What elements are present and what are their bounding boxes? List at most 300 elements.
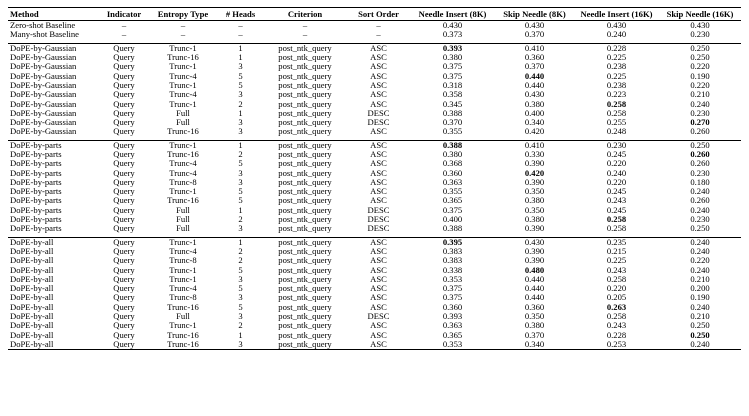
table-cell: post_ntk_query [278, 177, 332, 187]
table-cell: Trunc-8 [169, 256, 197, 266]
table-cell: DoPE-by-all [10, 256, 54, 266]
table-row [8, 150, 741, 159]
table-cell: 0.228 [606, 330, 627, 340]
table-cell: 2 [238, 321, 243, 331]
table-cell: 0.250 [690, 321, 710, 331]
table-cell: 0.180 [690, 177, 710, 187]
table-cell: Trunc-1 [169, 265, 197, 275]
table-row [8, 168, 741, 177]
table-cell: 0.230 [690, 168, 710, 178]
table-cell: post_ntk_query [278, 284, 332, 294]
table-cell: 0.480 [524, 265, 545, 275]
table-cell: ASC [370, 168, 387, 178]
table-cell: 0.393 [410, 43, 495, 53]
table-cell: Trunc-8 [169, 293, 197, 303]
table-cell: Trunc-4 [169, 284, 197, 294]
table-cell: ASC [370, 159, 387, 169]
table-cell: DoPE-by-all [10, 284, 54, 294]
table-cell: 0.380 [524, 321, 545, 331]
table-cell: 0.210 [690, 90, 710, 100]
table-cell: Query [113, 62, 135, 72]
table-cell: ASC [370, 90, 387, 100]
table-cell: DoPE-by-parts [10, 168, 62, 178]
table-cell: ASC [370, 256, 387, 266]
table-cell: post_ntk_query [278, 80, 332, 90]
table-cell: 0.440 [524, 80, 545, 90]
table-cell: 0.225 [606, 71, 627, 81]
table-cell: 0.230 [574, 140, 659, 150]
table-row [8, 215, 741, 224]
table-row [8, 159, 741, 168]
table-cell: – [302, 30, 308, 40]
table-cell: post_ntk_query [263, 237, 347, 247]
table-cell: 1 [238, 205, 243, 215]
table-cell: 0.250 [690, 330, 710, 340]
table-cell: 0.350 [524, 205, 545, 215]
table-cell: DESC [367, 205, 390, 215]
table-cell: – [121, 20, 127, 31]
table-cell: 0.430 [524, 20, 545, 31]
table-cell: ASC [370, 177, 387, 187]
table-cell: 3 [238, 117, 243, 128]
table-cell: 0.410 [495, 43, 574, 53]
table-row [8, 118, 741, 127]
table-cell: Query [113, 99, 135, 109]
table-cell: DoPE-by-Gaussian [10, 127, 77, 137]
table-cell: ASC [347, 140, 410, 150]
table-cell: post_ntk_query [263, 43, 347, 53]
table-cell: 0.390 [524, 246, 545, 256]
table-cell: post_ntk_query [278, 117, 332, 128]
table-cell: 1 [218, 43, 263, 53]
table-cell: DoPE-by-parts [10, 159, 62, 169]
table-cell: 0.270 [690, 117, 710, 128]
table-cell: Trunc-1 [148, 140, 218, 150]
table-cell: DoPE-by-parts [10, 187, 62, 197]
table-cell: DoPE-by-Gaussian [8, 43, 100, 53]
table-cell: 0.235 [574, 237, 659, 247]
table-row [8, 90, 741, 99]
table-cell: post_ntk_query [278, 108, 332, 118]
table-cell: DESC [367, 117, 390, 128]
table-cell: DoPE-by-Gaussian [10, 71, 77, 81]
table-cell: DoPE-by-Gaussian [10, 99, 77, 109]
table-cell: DoPE-by-Gaussian [10, 117, 77, 128]
table-cell: 0.380 [524, 196, 545, 206]
table-cell: 0.340 [495, 340, 574, 350]
table-cell: Full [176, 214, 190, 225]
table-cell: Trunc-16 [167, 302, 199, 312]
table-cell: Trunc-4 [169, 246, 197, 256]
table-cell: ASC [370, 293, 387, 303]
table-cell: 0.240 [659, 340, 741, 350]
col-skip-needle-16k: Skip Needle (16K) [659, 8, 741, 21]
table-cell: 0.365 [442, 196, 463, 206]
table-cell: 0.350 [524, 187, 545, 197]
table-cell: 0.380 [442, 149, 463, 159]
table-cell: 3 [238, 127, 243, 137]
table-cell: Full [176, 224, 190, 234]
table-cell: DoPE-by-all [10, 293, 54, 303]
table-cell: Full [176, 311, 190, 322]
table-cell: 2 [238, 246, 243, 256]
table-cell: 5 [238, 71, 243, 81]
table-cell: Query [113, 274, 135, 284]
table-cell: post_ntk_query [278, 302, 332, 312]
table-cell: post_ntk_query [278, 265, 332, 275]
table-cell: 0.225 [606, 256, 627, 266]
header-row [8, 8, 741, 21]
table-cell: 0.263 [606, 302, 627, 312]
table-cell: 0.258 [606, 274, 627, 284]
table-cell: 0.240 [690, 205, 710, 215]
table-cell: post_ntk_query [278, 246, 332, 256]
table-cell: ASC [370, 71, 387, 81]
table-cell: 0.220 [690, 80, 710, 90]
table-cell: 3 [218, 340, 263, 350]
table-cell: 3 [238, 224, 243, 234]
table-cell: 0.210 [690, 274, 710, 284]
table-cell: post_ntk_query [278, 90, 332, 100]
table-cell: Trunc-16 [167, 149, 199, 159]
table-cell: post_ntk_query [278, 321, 332, 331]
table-cell: Query [113, 168, 135, 178]
table-cell: – [238, 20, 243, 31]
table-cell: 0.223 [606, 90, 627, 100]
table-cell: DESC [367, 224, 390, 234]
table-row [8, 237, 741, 247]
table-cell: 3 [238, 274, 243, 284]
table-cell: 5 [238, 80, 243, 90]
table-cell: 0.243 [606, 321, 627, 331]
table-row [8, 62, 741, 71]
table-cell: 5 [238, 265, 243, 275]
baseline-row [8, 30, 741, 39]
table-cell: 0.440 [524, 71, 545, 81]
table-cell: DoPE-by-parts [8, 140, 100, 150]
table-row [8, 140, 741, 150]
table-cell: 0.355 [442, 127, 463, 137]
table-cell: Query [113, 302, 135, 312]
table-cell: 3 [238, 311, 243, 322]
table-cell: 0.375 [442, 293, 463, 303]
table-cell: DoPE-by-Gaussian [10, 52, 77, 63]
table-cell: 0.248 [606, 127, 627, 137]
table-cell: post_ntk_query [278, 71, 332, 81]
table-row [8, 293, 741, 302]
table-cell: DoPE-by-Gaussian [10, 108, 77, 118]
table-cell: post_ntk_query [278, 159, 332, 169]
table-cell: Trunc-16 [167, 52, 199, 63]
table-cell: Trunc-16 [167, 330, 199, 340]
table-cell: 0.380 [524, 99, 545, 109]
table-cell: 0.368 [442, 159, 463, 169]
table-cell: post_ntk_query [278, 256, 332, 266]
table-cell: 0.363 [442, 321, 463, 331]
table-cell: 1 [238, 330, 243, 340]
table-cell: Query [113, 256, 135, 266]
table-row [8, 178, 741, 187]
table-cell: 0.220 [690, 62, 710, 72]
col-method: Method [8, 8, 100, 21]
table-cell: 3 [238, 168, 243, 178]
table-cell: 0.240 [659, 237, 741, 247]
table-row [8, 206, 741, 215]
table-cell: DESC [367, 311, 390, 322]
table-cell: ASC [370, 246, 387, 256]
table-cell: Query [113, 52, 135, 63]
table-cell: 0.360 [442, 168, 463, 178]
table-cell: 0.258 [606, 214, 627, 225]
baseline-row [8, 21, 741, 31]
table-cell: – [180, 30, 186, 40]
table-cell: 0.380 [524, 214, 545, 225]
table-cell: post_ntk_query [278, 311, 332, 322]
table-row [8, 187, 741, 196]
table-cell: 3 [238, 90, 243, 100]
table-row [8, 284, 741, 293]
table-cell: Trunc-16 [167, 196, 199, 206]
table-cell: 0.230 [690, 214, 710, 225]
table-cell: DoPE-by-all [10, 302, 54, 312]
table-cell: post_ntk_query [278, 224, 332, 234]
table-cell: 0.380 [442, 52, 463, 63]
table-cell: Query [113, 321, 135, 331]
table-cell: Query [100, 340, 148, 350]
table-cell: post_ntk_query [278, 52, 332, 63]
table-cell: Query [113, 214, 135, 225]
table-cell: 0.258 [606, 99, 627, 109]
table-cell: 0.220 [606, 284, 627, 294]
table-cell: – [121, 30, 127, 40]
table-row [8, 196, 741, 205]
table-cell: ASC [370, 62, 387, 72]
table-cell: 0.388 [442, 108, 463, 118]
table-cell: 0.240 [606, 30, 627, 40]
table-cell: 0.260 [690, 159, 710, 169]
table-cell: 0.420 [524, 168, 545, 178]
table-cell: Trunc-1 [169, 80, 197, 90]
table-cell: 0.250 [690, 52, 710, 63]
table-cell: 1 [218, 237, 263, 247]
table-cell: post_ntk_query [278, 274, 332, 284]
table-cell: 5 [238, 284, 243, 294]
table-cell: 0.340 [524, 117, 545, 128]
table-cell: DoPE-by-all [10, 330, 54, 340]
table-cell: post_ntk_query [263, 340, 347, 350]
table-cell: Query [113, 246, 135, 256]
table-cell: 0.190 [690, 293, 710, 303]
table-cell: DoPE-by-Gaussian [10, 62, 77, 72]
table-cell: 0.238 [606, 62, 627, 72]
table-row [8, 247, 741, 256]
table-cell: 2 [238, 149, 243, 159]
table-row [8, 109, 741, 118]
table-cell: Query [113, 108, 135, 118]
table-cell: ASC [370, 274, 387, 284]
table-cell: 0.258 [606, 108, 627, 118]
table-cell: Query [113, 187, 135, 197]
table-cell: 0.250 [659, 43, 741, 53]
table-cell: post_ntk_query [278, 205, 332, 215]
table-cell: 0.360 [524, 302, 545, 312]
table-cell: 0.400 [442, 214, 463, 225]
table-cell: post_ntk_query [263, 140, 347, 150]
table-cell: 0.390 [524, 256, 545, 266]
table-cell: Trunc-8 [169, 177, 197, 187]
table-cell: 0.370 [524, 30, 545, 40]
table-cell: 0.260 [690, 149, 710, 159]
table-cell: ASC [347, 43, 410, 53]
table-cell: 0.245 [606, 205, 627, 215]
table-cell: 0.390 [524, 224, 545, 234]
table-cell: 0.220 [606, 159, 627, 169]
table-cell: ASC [370, 265, 387, 275]
table-cell: 0.345 [442, 99, 463, 109]
table-cell: Query [113, 311, 135, 322]
table-cell: 0.350 [524, 311, 545, 322]
table-row [8, 71, 741, 80]
table-row [8, 43, 741, 53]
table-cell: Query [100, 43, 148, 53]
table-cell: 0.353 [442, 274, 463, 284]
table-cell: Query [113, 224, 135, 234]
table-cell: Query [113, 284, 135, 294]
table-cell: 3 [238, 177, 243, 187]
table-cell: 0.440 [524, 293, 545, 303]
table-cell: DoPE-by-all [8, 340, 100, 350]
table-cell: 2 [238, 214, 243, 225]
table-cell: ASC [347, 340, 410, 350]
table-cell: Full [176, 108, 190, 118]
table-cell: 0.338 [442, 265, 463, 275]
table-cell: ASC [370, 196, 387, 206]
table-cell: 0.430 [524, 90, 545, 100]
table-cell: 0.240 [690, 265, 710, 275]
table-cell: 0.383 [442, 256, 463, 266]
table-cell: 0.363 [442, 177, 463, 187]
table-cell: 0.190 [690, 71, 710, 81]
table-cell: 0.365 [442, 330, 463, 340]
table-cell: Query [113, 293, 135, 303]
col-indicator: Indicator [100, 8, 148, 21]
table-cell: post_ntk_query [278, 214, 332, 225]
table-cell: Trunc-16 [167, 127, 199, 137]
table-row [8, 99, 741, 108]
table-cell: post_ntk_query [278, 99, 332, 109]
table-cell: 0.360 [524, 52, 545, 63]
table-cell: 0.390 [524, 159, 545, 169]
table-cell: 0.355 [442, 187, 463, 197]
table-cell: DoPE-by-all [10, 265, 54, 275]
table-cell: Query [113, 205, 135, 215]
col-criterion: Criterion [263, 8, 347, 21]
table-cell: 2 [238, 99, 243, 109]
table-cell: Trunc-1 [169, 62, 197, 72]
table-cell: Trunc-4 [169, 159, 197, 169]
table-cell: ASC [370, 99, 387, 109]
col-sort-order: Sort Order [347, 8, 410, 21]
table-cell: post_ntk_query [278, 330, 332, 340]
col-needle-insert-8k: Needle Insert (8K) [410, 8, 495, 21]
col-entropy-type: Entropy Type [148, 8, 218, 21]
table-cell: ASC [370, 149, 387, 159]
table-cell: post_ntk_query [278, 196, 332, 206]
table-cell: 0.430 [442, 20, 463, 31]
table-cell: Full [176, 117, 190, 128]
table-cell: 0.393 [442, 311, 463, 322]
col-needle-insert-16k: Needle Insert (16K) [574, 8, 659, 21]
table-row [8, 275, 741, 284]
table-cell: 0.370 [524, 330, 545, 340]
table-row [8, 127, 741, 136]
table-cell: ASC [370, 302, 387, 312]
table-cell: 0.375 [442, 205, 463, 215]
table-cell: Trunc-1 [169, 274, 197, 284]
table-cell: 0.245 [606, 149, 627, 159]
table-cell: Query [113, 196, 135, 206]
table-row [8, 81, 741, 90]
table-cell: 0.388 [442, 224, 463, 234]
table-row [8, 331, 741, 340]
table-row [8, 224, 741, 233]
table-cell: Query [113, 90, 135, 100]
table-cell: 2 [238, 256, 243, 266]
table-cell: DoPE-by-all [10, 321, 54, 331]
table-cell: 0.400 [524, 108, 545, 118]
table-cell: ASC [370, 52, 387, 63]
table-cell: 0.375 [442, 284, 463, 294]
table-cell: 0.330 [524, 149, 545, 159]
table-cell: ASC [370, 80, 387, 90]
table-cell: Query [113, 149, 135, 159]
table-cell: Query [113, 159, 135, 169]
table-cell: DoPE-by-all [10, 311, 54, 322]
table-cell: 0.225 [606, 52, 627, 63]
table-cell: 0.238 [606, 80, 627, 90]
table-cell: Trunc-16 [148, 340, 218, 350]
table-cell: Trunc-1 [169, 187, 197, 197]
table-cell: 0.240 [690, 187, 710, 197]
table-cell: ASC [370, 330, 387, 340]
table-cell: 0.370 [442, 117, 463, 128]
table-cell: DoPE-by-parts [10, 205, 62, 215]
table-cell: DoPE-by-all [10, 274, 54, 284]
table-cell: 0.430 [495, 237, 574, 247]
table-cell: 3 [238, 62, 243, 72]
table-cell: 0.240 [690, 302, 710, 312]
table-cell: 0.230 [690, 30, 710, 40]
table-cell: Query [113, 330, 135, 340]
table-cell: 0.388 [410, 140, 495, 150]
table-cell: post_ntk_query [278, 187, 332, 197]
table-cell: 1 [218, 140, 263, 150]
table-cell: Many-shot Baseline [10, 30, 79, 40]
table-row [8, 321, 741, 330]
table-cell: 0.375 [442, 62, 463, 72]
table-cell: Trunc-4 [169, 90, 197, 100]
table-cell: 0.383 [442, 246, 463, 256]
table-cell: Trunc-4 [169, 71, 197, 81]
table-cell: 0.373 [442, 30, 463, 40]
table-cell: Trunc-1 [148, 237, 218, 247]
table-cell: DoPE-by-parts [10, 196, 62, 206]
table-cell: post_ntk_query [278, 293, 332, 303]
table-cell: post_ntk_query [278, 127, 332, 137]
table-cell: 0.258 [606, 311, 627, 322]
table-cell: 0.440 [524, 274, 545, 284]
col-skip-needle-8k: Skip Needle (8K) [495, 8, 574, 21]
